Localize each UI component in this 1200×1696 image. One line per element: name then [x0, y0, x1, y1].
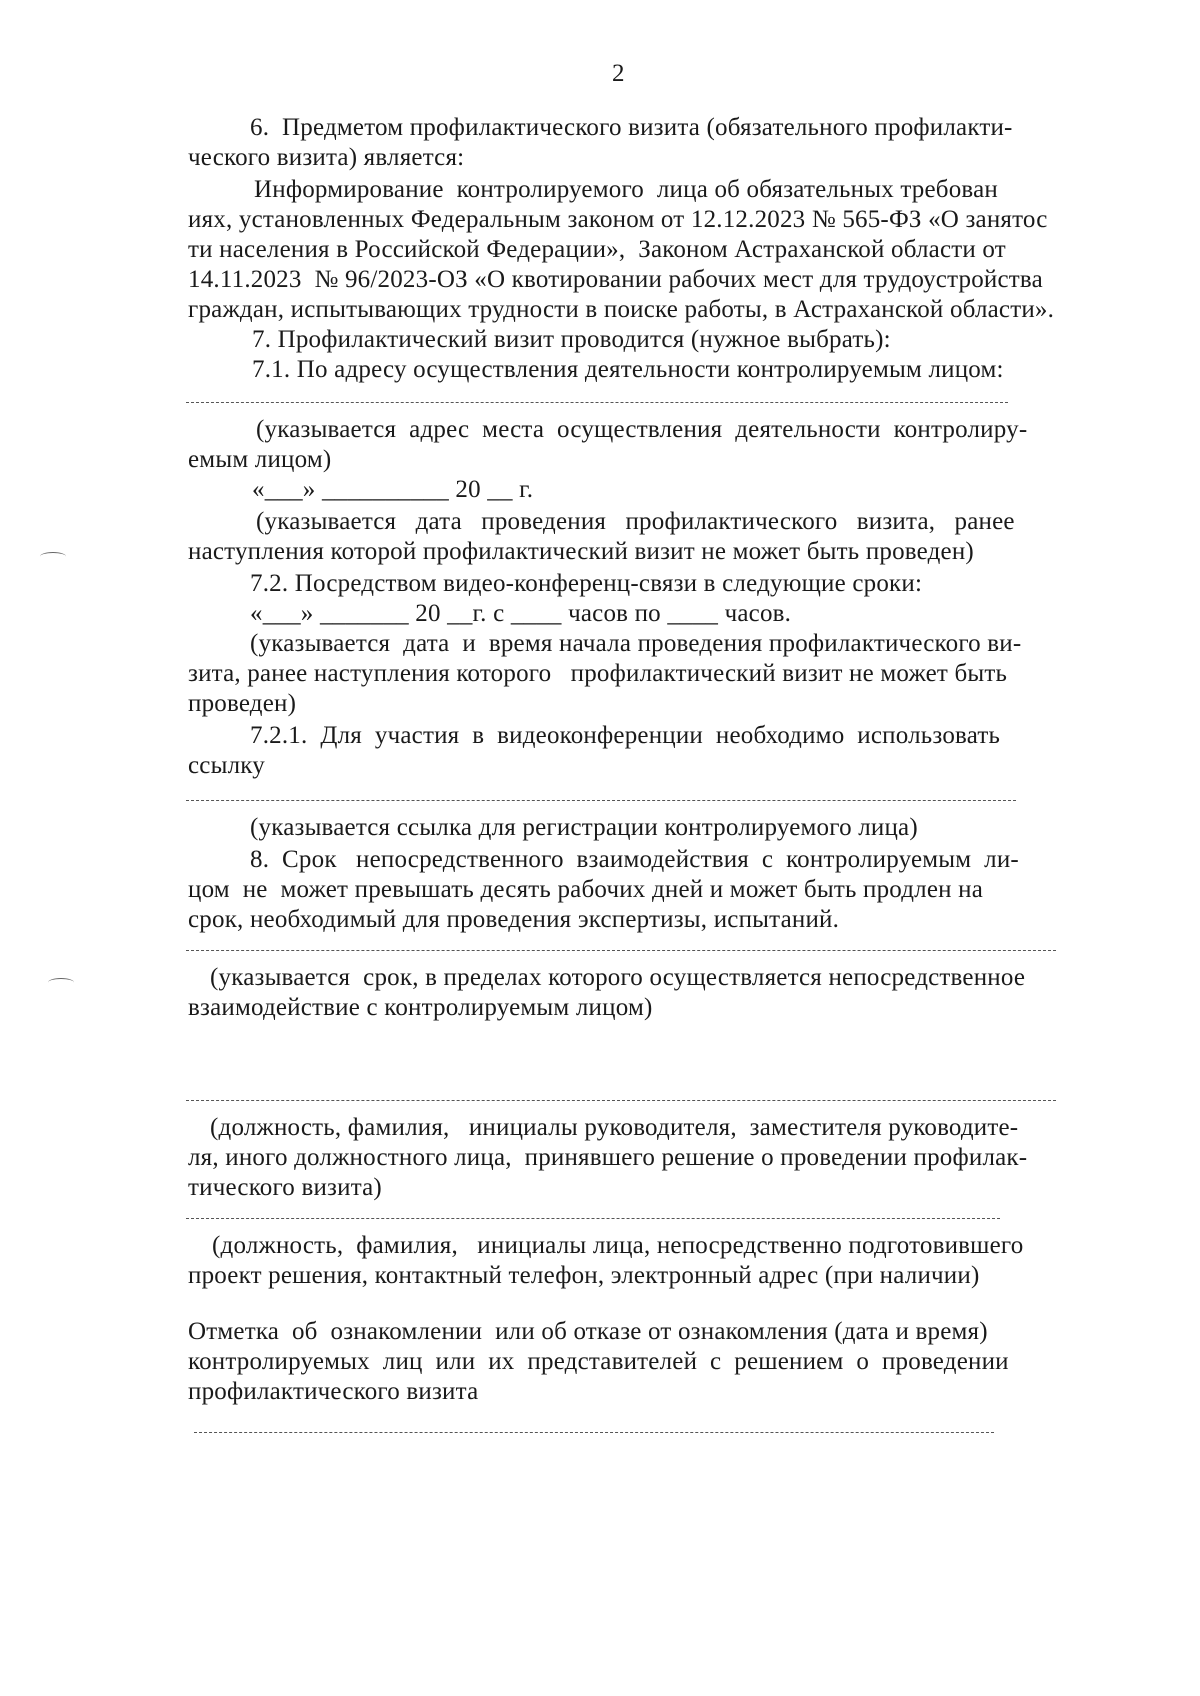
scan-artifact — [40, 552, 66, 561]
section7-item721-line2: ссылку — [188, 752, 265, 779]
acknowledgement-line3: профилактического визита — [188, 1378, 479, 1405]
section7-item71: 7.1. По адресу осуществления деятельности контролируемым лицом: — [252, 356, 1004, 383]
page-number: 2 — [612, 60, 625, 87]
section6-info-line5: граждан, испытывающих трудности в поиске работы, в Астраханской области». — [188, 296, 1055, 323]
hint-address-line2: емым лицом) — [188, 446, 332, 473]
hint-date-line1: (указывается дата проведения профилактического визита, ранее — [256, 508, 1015, 535]
scan-artifact — [48, 978, 74, 987]
acknowledgement-line1: Отметка об ознакомлении или об отказе от ознакомления (дата и время) — [188, 1318, 988, 1345]
acknowledgement-line2: контролируемых лиц или их представителей с решением о проведении — [188, 1348, 1009, 1375]
hint-term-line2: взаимодействие с контролируемым лицом) — [188, 994, 653, 1021]
address-blank-line — [186, 402, 1008, 403]
section6-info-line3: ти населения в Российской Федерации», Законом Астраханской области от — [188, 236, 1006, 263]
head-hint-line3: тического визита) — [188, 1174, 382, 1201]
section7-item721-line1: 7.2.1. Для участия в видеоконференции необходимо использовать — [250, 722, 1001, 749]
preparer-hint-line2: проект решения, контактный телефон, электронный адрес (при наличии) — [188, 1262, 980, 1289]
hint-video-line2: зита, ранее наступления которого профилактический визит не может быть — [188, 660, 1008, 687]
section7-heading: 7. Профилактический визит проводится (нужное выбрать): — [252, 326, 891, 353]
term-blank-line — [186, 950, 1056, 951]
head-signature-line — [186, 1100, 1056, 1101]
hint-link: (указывается ссылка для регистрации контролируемого лица) — [250, 814, 918, 841]
acknowledgement-blank-line — [194, 1432, 994, 1433]
section6-line1: 6. Предметом профилактического визита (обязательного профилакти- — [250, 114, 1013, 141]
head-hint-line1: (должность, фамилия, инициалы руководителя, заместителя руководите- — [210, 1114, 1019, 1141]
section6-line2: ческого визита) является: — [188, 144, 465, 171]
hint-date-line2: наступления которой профилактический визит не может быть проведен) — [188, 538, 974, 565]
hint-video-line3: проведен) — [188, 690, 297, 717]
section8-line1: 8. Срок непосредственного взаимодействия с контролируемым ли- — [250, 846, 1019, 873]
hint-term-line1: (указывается срок, в пределах которого осуществляется непосредственное — [210, 964, 1026, 991]
visit-date-line: «___» __________ 20 __ г. — [252, 476, 534, 503]
head-hint-line2: ля, иного должностного лица, принявшего решение о проведении профилак- — [188, 1144, 1028, 1171]
section7-item72: 7.2. Посредством видео-конференц-связи в следующие сроки: — [250, 570, 923, 597]
preparer-signature-line — [186, 1218, 1000, 1219]
link-blank-line — [186, 800, 1016, 801]
section8-line3: срок, необходимый для проведения экспертизы, испытаний. — [188, 906, 840, 933]
section6-info-line2: иях, установленных Федеральным законом от 12.12.2023 № 565-ФЗ «О занятос — [188, 206, 1048, 233]
preparer-hint-line1: (должность, фамилия, инициалы лица, непосредственно подготовившего — [212, 1232, 1024, 1259]
hint-video-line1: (указывается дата и время начала проведения профилактического ви- — [250, 630, 1022, 657]
section8-line2: цом не может превышать десять рабочих дней и может быть продлен на — [188, 876, 984, 903]
hint-address-line1: (указывается адрес места осуществления деятельности контролиру- — [256, 416, 1028, 443]
section6-info-line4: 14.11.2023 № 96/2023-ОЗ «О квотировании рабочих мест для трудоустройства — [188, 266, 1043, 293]
section6-info-line1: Информирование контролируемого лица об обязательных требован — [254, 176, 998, 203]
video-date-line: «___» _______ 20 __г. с ____ часов по ____ часов. — [250, 600, 792, 627]
